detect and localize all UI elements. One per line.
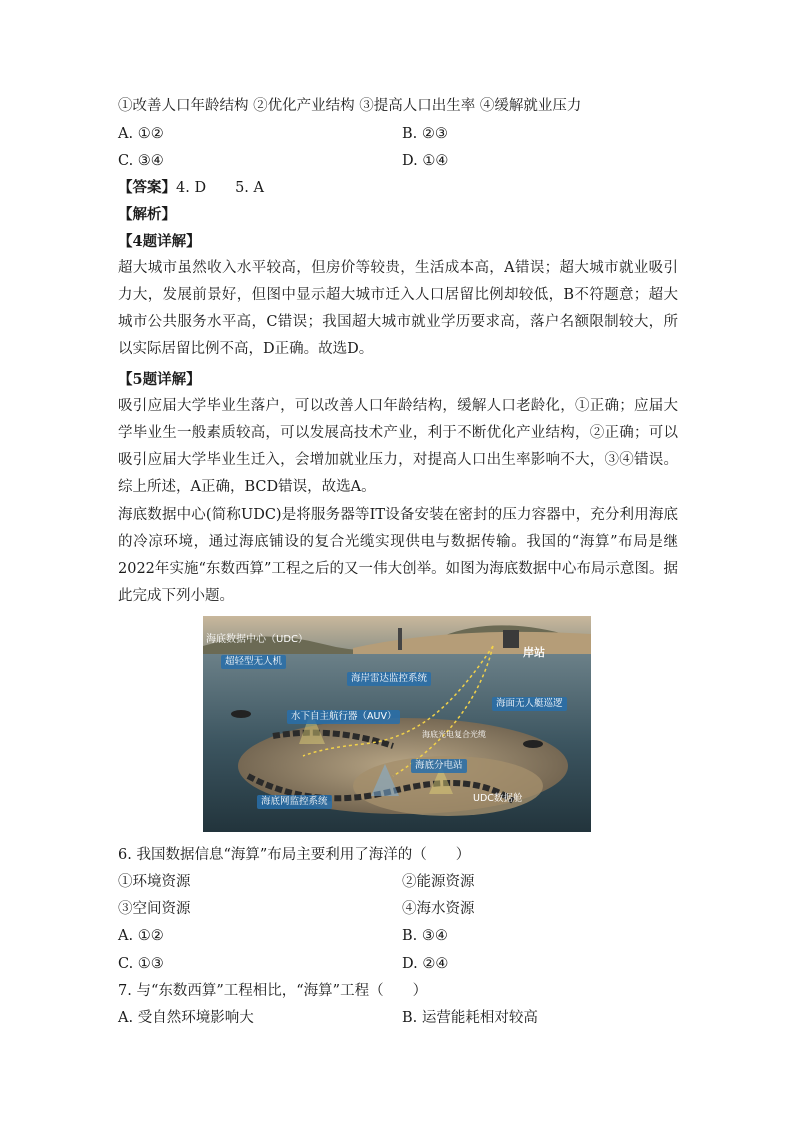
label-drone: 超轻型无人机 xyxy=(221,655,286,669)
label-net-monitor: 海底网监控系统 xyxy=(257,795,332,809)
figure-title: 海底数据中心（UDC） xyxy=(206,634,309,645)
q7-option-b: B. 运营能耗相对较高 xyxy=(402,1010,538,1026)
label-coast-station: 岸站 xyxy=(523,646,545,659)
q6-option-c: C. ①③ xyxy=(118,956,164,972)
q6-option-b: B. ③④ xyxy=(402,928,448,944)
q6-statement-2: ②能源资源 xyxy=(402,874,475,890)
q6-option-d: D. ②④ xyxy=(402,956,449,972)
label-capsule: UDC数据舱 xyxy=(473,793,523,804)
q6-statement-4: ④海水资源 xyxy=(402,901,475,917)
q5-option-c: C. ③④ xyxy=(118,153,164,169)
udc-intro: 海底数据中心(简称UDC)是将服务器等IT设备安装在密封的压力容器中，充分利用海底的冷凉环境，通过海底铺设的复合光缆实现供电与数据传输。我国的“海算”布局是继2022年实施“东数西算”工程之后的又一伟大创举。如图为海底数据中心布局示意图。据此完成下列小题。 xyxy=(118,507,678,604)
udc-layout-figure xyxy=(203,616,591,832)
answer-text: 4. D 5. A xyxy=(176,180,264,196)
q5-heading: 【5题详解】 xyxy=(118,371,201,388)
label-usv: 海面无人艇巡逻 xyxy=(492,697,567,711)
answer-line xyxy=(118,178,264,198)
label-auv: 水下自主航行器（AUV） xyxy=(287,710,400,724)
q7-option-a: A. 受自然环境影响大 xyxy=(118,1010,254,1026)
label-cable: 海底光电复合光缆 xyxy=(422,730,486,739)
q5-option-a: A. ①② xyxy=(118,126,164,142)
answer-tag: 【答案】 xyxy=(118,179,176,196)
q4-explanation: 超大城市虽然收入水平较高，但房价等较贵，生活成本高，A错误；超大城市就业吸引力大，发展前景好，但图中显示超大城市迁入人口居留比例却较低，B不符题意；超大城市公共服务水平高，C错误；我国超大城市就业学历要求高，落户名额限制较大，所以实际居留比例不高，D正确。故选D。 xyxy=(118,260,678,357)
q6-statement-1: ①环境资源 xyxy=(118,874,191,890)
analysis-tag: 【解析】 xyxy=(118,206,176,223)
q5-option-d: D. ①④ xyxy=(402,153,449,169)
q5-option-b: B. ②③ xyxy=(402,126,448,142)
label-radar: 海岸雷达监控系统 xyxy=(347,672,431,686)
q4-heading: 【4题详解】 xyxy=(118,233,201,250)
label-substation: 海底分电站 xyxy=(411,759,467,773)
q7-question: 7. 与“东数西算”工程相比，“海算”工程（ ） xyxy=(118,983,428,999)
q6-option-a: A. ①② xyxy=(118,928,164,944)
q6-statement-3: ③空间资源 xyxy=(118,901,191,917)
q5-explanation: 吸引应届大学毕业生落户，可以改善人口年龄结构，缓解人口老龄化，①正确；应届大学毕业生一般素质较高，可以发展高技术产业，利于不断优化产业结构，②正确；可以吸引应届大学毕业生迁入，会增加就业压力，对提高人口出生率影响不大，③④错误。综上所述，A正确，BCD错误，故选A。 xyxy=(118,398,678,495)
q5-statements: ①改善人口年龄结构 ②优化产业结构 ③提高人口出生率 ④缓解就业压力 xyxy=(118,98,582,114)
q6-question: 6. 我国数据信息“海算”布局主要利用了海洋的（ ） xyxy=(118,847,471,863)
